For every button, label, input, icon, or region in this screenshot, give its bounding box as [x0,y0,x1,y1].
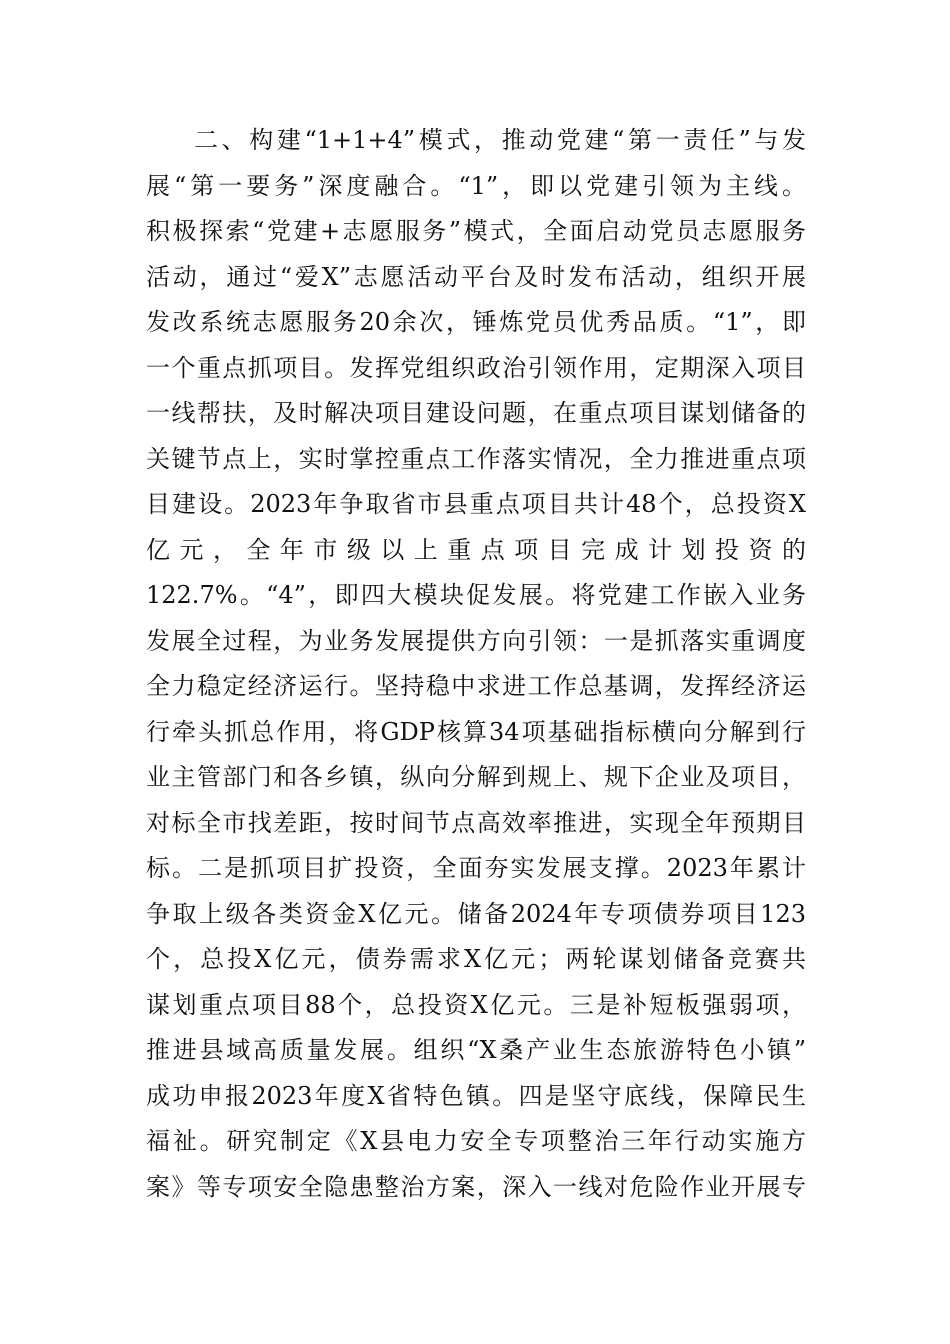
paragraph-line: 谋划重点项目88个，总投资X亿元。三是补短板强弱项， [146,990,806,1019]
paragraph-line: 发展全过程，为业务发展提供方向引领：一是抓落实重调度 [146,626,806,655]
body-paragraph [146,118,806,1210]
paragraph-line: 一线帮扶，及时解决项目建设问题，在重点项目谋划储备的 [146,399,806,427]
paragraph-line: 成功申报2023年度X省特色镇。四是坚守底线，保障民生 [146,1081,806,1110]
paragraph-line: 发改系统志愿服务20余次，锤炼党员优秀品质。“1”，即 [146,308,806,336]
paragraph-line: 对标全市找差距，按时间节点高效率推进，实现全年预期目 [146,808,806,837]
paragraph-line: 业主管部门和各乡镇，纵向分解到规上、规下企业及项目， [146,763,806,791]
paragraph-line: 福祉。研究制定《X县电力安全专项整治三年行动实施方 [146,1127,806,1155]
paragraph-line: 关键节点上，实时掌控重点工作落实情况，全力推进重点项 [146,444,806,473]
paragraph-line: 二、构建“1+1+4”模式，推动党建“第一责任”与发 [194,126,806,154]
paragraph-line: 个，总投X亿元，债券需求X亿元；两轮谋划储备竞赛共 [146,945,806,973]
paragraph-line: 争取上级各类资金X亿元。储备2024年专项债券项目123 [146,899,806,928]
paragraph-line: 亿元，全年市级以上重点项目完成计划投资的 [146,535,806,564]
paragraph-line: 全力稳定经济运行。坚持稳中求进工作总基调，发挥经济运 [146,672,806,700]
paragraph-line: 展“第一要务”深度融合。“1”，即以党建引领为主线。 [146,171,806,200]
paragraph-line: 标。二是抓项目扩投资，全面夯实发展支撑。2023年累计 [146,854,806,882]
paragraph-line: 行牵头抓总作用，将GDP核算34项基础指标横向分解到行 [146,717,806,746]
paragraph-line: 积极探索“党建+志愿服务”模式，全面启动党员志愿服务 [146,217,806,245]
paragraph-line: 活动，通过“爱X”志愿活动平台及时发布活动，组织开展 [146,262,806,291]
paragraph-line: 目建设。2023年争取省市县重点项目共计48个，总投资X [146,490,806,518]
paragraph-line: 推进县域高质量发展。组织“X桑产业生态旅游特色小镇” [146,1036,806,1064]
paragraph-line: 一个重点抓项目。发挥党组织政治引领作用，定期深入项目 [146,353,806,382]
paragraph-line: 122.7%。“4”，即四大模块促发展。将党建工作嵌入业务 [146,581,806,609]
paragraph-line: 案》等专项安全隐患整治方案，深入一线对危险作业开展专 [146,1172,806,1201]
